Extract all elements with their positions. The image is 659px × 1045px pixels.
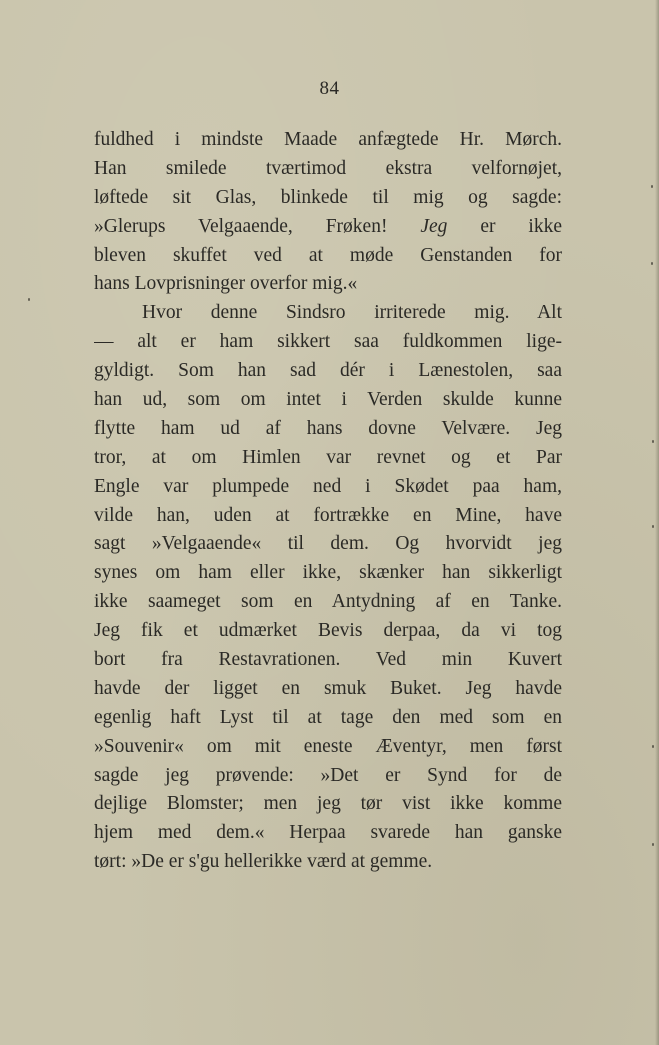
body-text [94,126,562,877]
text-line: bort fra Restavrationen. Ved min Kuvert [94,649,562,671]
text-line: gyldigt. Som han sad dér i Lænestolen, saa [94,360,562,382]
text-line: sagde jeg prøvende: »Det er Synd for de [94,764,562,786]
paper-speck [28,298,30,301]
paper-speck [651,262,653,265]
paper-speck [652,525,654,528]
text-line: hjem med dem.« Herpaa svarede han ganske [94,822,562,844]
text-line: tror, at om Himlen var revnet og et Par [94,446,562,468]
paper-speck [652,843,654,846]
text-line: Hvor denne Sindsro irriterede mig. Alt [142,302,562,324]
text-line: »Souvenir« om mit eneste Æventyr, men først [94,735,562,757]
text-line: egenlig haft Lyst til at tage den med som en [94,706,562,728]
text-line: løftede sit Glas, blinkede til mig og sagde: [94,186,562,208]
page-number: 84 [319,78,340,99]
text-line: fuldhed i mindste Maade anfægtede Hr. Mørch. [94,129,562,150]
text-line: dejlige Blomster; men jeg tør vist ikke komme [94,793,562,815]
text-line: bleven skuffet ved at møde Genstanden for [94,244,562,266]
text-line: flytte ham ud af hans dovne Velvære. Jeg [94,417,562,439]
text-line: synes om ham eller ikke, skænker han sikkerligt [94,562,562,584]
text-line: — alt er ham sikkert saa fuldkommen lige- [94,331,562,353]
text-line: hans Lovprisninger overfor mig.« [94,273,358,295]
text-line: vilde han, uden at fortrække en Mine, have [94,504,562,526]
paper-speck [652,745,654,748]
text-line: ikke saameget som en Antydning af en Tanke. [94,591,562,613]
text-line: sagt »Velgaaende« til dem. Og hvorvidt jeg [94,533,562,555]
page-edge-shadow [655,0,659,1045]
text-line: havde der ligget en smuk Buket. Jeg havde [94,677,562,699]
paper-speck [652,440,654,443]
text-line: »Glerups Velgaaende, Frøken! Jeg er ikke [94,215,562,237]
text-line: Jeg fik et udmærket Bevis derpaa, da vi tog [94,620,562,642]
text-line: Engle var plumpede ned i Skødet paa ham, [94,475,562,497]
paper-speck [651,185,653,188]
text-line: han ud, som om intet i Verden skulde kunne [94,389,562,411]
emphasized-word: Jeg [420,215,448,237]
text-line: tørt: »De er s'gu hellerikke værd at gemme. [94,851,433,873]
text-line: Han smilede tværtimod ekstra velfornøjet, [94,157,562,179]
